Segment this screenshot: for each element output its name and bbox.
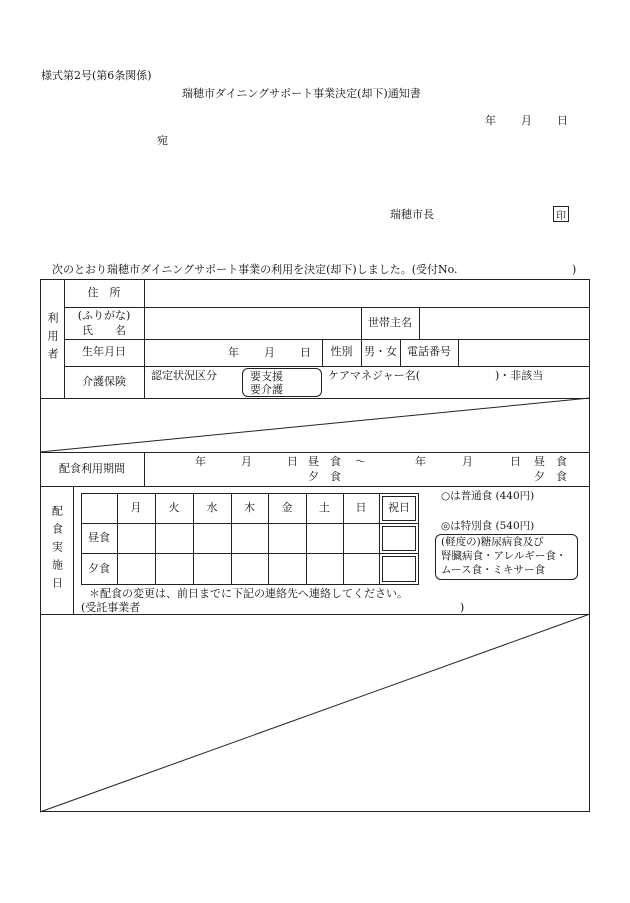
- period-start-month: 月: [241, 455, 252, 468]
- intro-close: ): [572, 263, 577, 276]
- legend-special-line2: 腎臓病食・アレルギー食・: [441, 550, 567, 562]
- weekday-wed: 水: [206, 500, 218, 514]
- household-head-label: 世帯主名: [368, 315, 412, 329]
- date-year: 年: [485, 114, 496, 127]
- not-applicable-label: )・非該当: [495, 369, 544, 382]
- seal-mark: 印: [553, 206, 569, 222]
- period-end-day: 日: [510, 455, 521, 468]
- period-tilde: 〜: [355, 455, 366, 468]
- strike-line-upper: [40, 398, 590, 452]
- birth-year: 年: [228, 346, 239, 359]
- period-end-year: 年: [415, 455, 426, 468]
- period-end-month: 月: [462, 455, 473, 468]
- issuer: 瑞穂市長: [390, 208, 434, 221]
- certification-label: 認定状況区分: [151, 369, 217, 382]
- legend-normal: ○は普通食 (440円): [441, 490, 535, 502]
- change-notice: ＊配食の変更は、前日までに下記の連絡先へ連絡してください。: [89, 587, 408, 600]
- legend-special-line3: ムース食・ミキサー食: [441, 564, 545, 576]
- name-label: 氏 名: [82, 323, 126, 337]
- weekday-tue: 火: [168, 500, 180, 514]
- sex-label: 性別: [330, 345, 353, 359]
- weekday-mon: 月: [130, 500, 142, 514]
- weekday-holiday: 祝日: [388, 500, 410, 514]
- user-label: 利用者: [46, 311, 60, 366]
- legend-special: ◎は特別食 (540円): [441, 520, 535, 532]
- intro-text: 次のとおり瑞穂市ダイニングサポート事業の利用を決定(却下)しました。(受付No.: [52, 263, 458, 276]
- care-insurance-label: 介護保険: [82, 374, 126, 388]
- birth-day: 日: [300, 346, 311, 359]
- addressee-suffix: 宛: [157, 134, 168, 147]
- weekday-thu: 木: [244, 500, 255, 514]
- legend-special-line1: (軽度の)糖尿病食及び: [441, 536, 544, 548]
- period-label: 配食利用期間: [59, 461, 125, 475]
- address-label: 住 所: [87, 285, 121, 299]
- date-day: 日: [557, 114, 568, 127]
- form-number: 様式第2号(第6条関係): [41, 69, 152, 82]
- support-label: 要支援: [250, 370, 283, 383]
- period-start-year: 年: [195, 455, 206, 468]
- care-need-label: 要介護: [250, 383, 283, 396]
- weekday-fri: 金: [281, 500, 293, 514]
- period-start-dinner: 夕 食: [308, 470, 341, 483]
- contractor-label: (受託事業者: [81, 601, 141, 614]
- period-start-day: 日: [287, 455, 298, 468]
- strike-line-lower: [40, 614, 590, 812]
- birthdate-label: 生年月日: [82, 345, 126, 359]
- weekday-sat: 土: [319, 500, 330, 514]
- period-end-dinner: 夕 食: [534, 470, 567, 483]
- sex-options: 男・女: [364, 345, 397, 359]
- document-title: 瑞穂市ダイニングサポート事業決定(却下)通知書: [182, 87, 421, 100]
- date-month: 月: [521, 114, 532, 127]
- period-start-lunch: 昼 食: [308, 455, 341, 468]
- phone-label: 電話番号: [407, 345, 451, 359]
- furigana-label: (ふりがな): [77, 308, 131, 322]
- contractor-close: ): [460, 601, 465, 614]
- weekday-sun: 日: [355, 500, 367, 514]
- birth-month: 月: [264, 346, 275, 359]
- period-end-lunch: 昼 食: [534, 455, 567, 468]
- row-lunch: 昼食: [88, 530, 110, 544]
- care-manager-label: ケアマネジャー名(: [328, 369, 421, 382]
- row-dinner: 夕食: [88, 561, 110, 575]
- delivery-days-label: 配食実施日: [50, 505, 64, 595]
